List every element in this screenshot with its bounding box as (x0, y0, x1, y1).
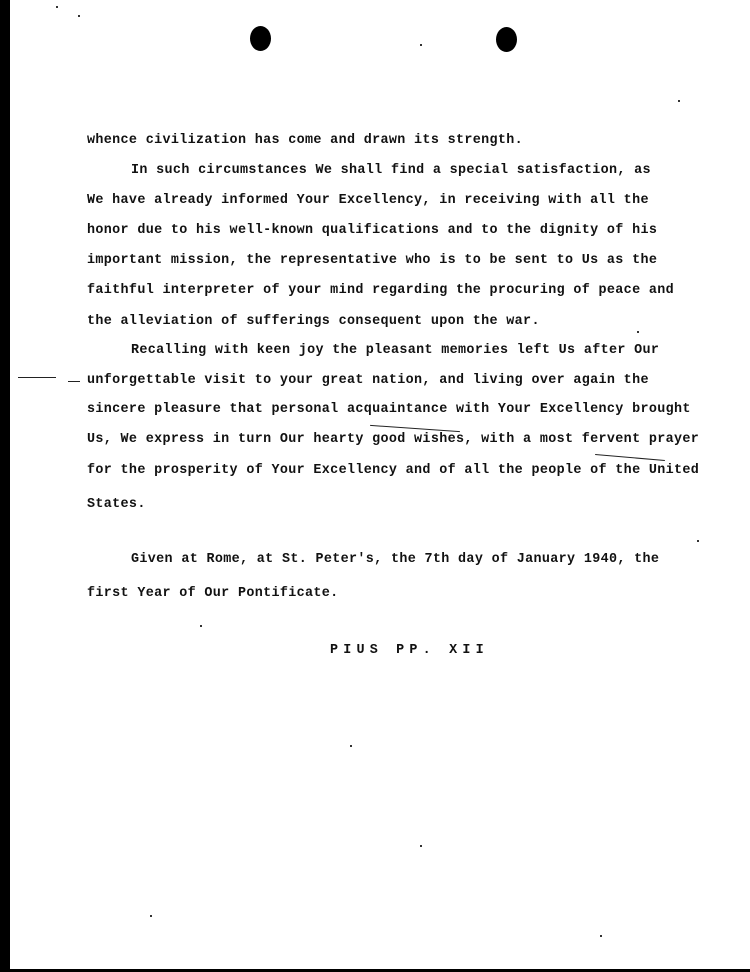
scan-speck (637, 331, 639, 333)
scan-speck (420, 845, 422, 847)
scan-speck (150, 915, 152, 917)
body-line: In such circumstances We shall find a special satisfaction, as (131, 163, 651, 178)
scan-artifact (18, 377, 56, 378)
scan-speck (420, 44, 422, 46)
punch-hole-icon (496, 27, 517, 52)
closing-line: Given at Rome, at St. Peter's, the 7th day of January 1940, the (131, 552, 660, 567)
body-line: whence civilization has come and drawn its strength. (87, 133, 524, 148)
punch-hole-icon (250, 26, 271, 51)
body-line: faithful interpreter of your mind regarding the procuring of peace and (87, 283, 674, 298)
closing-line: first Year of Our Pontificate. (87, 586, 339, 601)
body-line: important mission, the representative who is to be sent to Us as the (87, 253, 658, 268)
scan-speck (200, 625, 202, 627)
scan-speck (697, 540, 699, 542)
scan-speck (678, 100, 680, 102)
body-line: for the prosperity of Your Excellency and of all the people of the United (87, 463, 700, 478)
body-line: Recalling with keen joy the pleasant memories left Us after Our (131, 343, 660, 358)
scan-artifact (68, 381, 80, 382)
scan-speck (78, 15, 80, 17)
body-line: unforgettable visit to your great nation, and living over again the (87, 373, 649, 388)
body-line: States. (87, 497, 146, 512)
scan-speck (56, 6, 58, 8)
scan-left-border (0, 0, 10, 972)
body-line: the alleviation of sufferings consequent upon the war. (87, 314, 540, 329)
body-line: honor due to his well-known qualifications and to the dignity of his (87, 223, 658, 238)
signature: PIUS PP. XII (330, 643, 489, 658)
body-line: Us, We express in turn Our hearty good wishes, with a most fervent prayer (87, 432, 700, 447)
scan-artifact (595, 454, 665, 461)
scan-speck (600, 935, 602, 937)
body-line: We have already informed Your Excellency, in receiving with all the (87, 193, 649, 208)
body-line: sincere pleasure that personal acquaintance with Your Excellency brought (87, 402, 691, 417)
scan-speck (350, 745, 352, 747)
